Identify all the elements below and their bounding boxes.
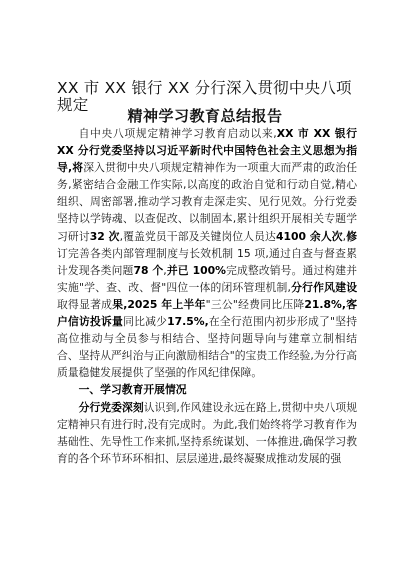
- intro-text: 同比减少: [123, 315, 168, 329]
- intro-paragraph: [57, 125, 357, 381]
- section-bold-text: 分行党委深刻: [78, 400, 144, 414]
- document-subtitle: 精神学习教育总结报告: [127, 107, 283, 125]
- expense-reduction-rate: 21.8%,: [304, 297, 346, 311]
- section-text: 认识到,作风建设永远在路上,贯彻中央八项规定精神只有进行时,没有完成时。为此,我们始终将学习教育作为基础性、先导性工作来抓,坚持系统谋划、一体推进,确保学习教育的各个环节环环相扣、层层递进,最终凝聚成推动发展的强: [57, 400, 357, 465]
- document-title: XX 市 XX 银行 XX 分行深入贯彻中央八项规定: [57, 79, 352, 114]
- intro-bold-text: 分行作风建设: [290, 280, 357, 294]
- section-paragraph: [57, 399, 357, 467]
- section-heading: 一、学习教育开展情况: [78, 383, 187, 397]
- intro-text: "三公"经费同比压降: [205, 297, 305, 311]
- intro-text: 自中央八项规定精神学习教育启动以来,: [78, 127, 277, 140]
- intro-text: 深入贯彻中央八项规定精神作为一项重大而严肃的政治任务,紧密结合金融工作实际,以高度的政治自觉和行动自觉,精心组织、周密部署,推动学习教育走深走实、见行见效。分行党委坚持以学铸魂、以查促改、以制固本,累计组织开展相关专题学习研讨: [57, 161, 357, 243]
- intro-text: ,: [163, 263, 167, 277]
- participants-count: 4100 余人次: [275, 229, 343, 243]
- intro-bold-text: XX 市 XX 银行 XX 分行党委坚持以习近平新时代中国特色社会主义思想为指导,将: [57, 127, 357, 175]
- intro-bold-text: 客户信访投诉量: [57, 297, 358, 329]
- rectification-rate: 并已 100%: [166, 263, 226, 277]
- intro-text: ,覆盖党员干部及关键岗位人员达: [119, 229, 276, 243]
- issues-count: 78 个: [133, 263, 164, 277]
- complaint-reduction-rate: 17.5%,: [167, 315, 209, 329]
- intro-text: 取得显著成: [57, 297, 113, 311]
- reporting-period: 果,2025 年上半年: [112, 297, 206, 311]
- intro-text: 完成整改销号。通过构建并实施"学、查、改、督"四位一体的闭环管理机制,: [57, 263, 358, 294]
- intro-bold-text: 修: [346, 229, 358, 243]
- intro-text: 在全行范围内初步形成了"坚持高位推动与全员参与相结合、坚持问题导向与建章立制相结合、坚持从严纠治与正向激励相结合"的宝贵工作经验,为分行高质量稳健发展提供了坚强的作风纪律保障。: [57, 315, 358, 380]
- intro-text: ,: [342, 229, 347, 243]
- document-body: [57, 125, 357, 467]
- study-sessions-count: 32 次: [89, 229, 120, 243]
- intro-text: 订完善各类内部管理制度与长效机制 15 项,通过自查与督查累计发现各类问题: [57, 246, 357, 277]
